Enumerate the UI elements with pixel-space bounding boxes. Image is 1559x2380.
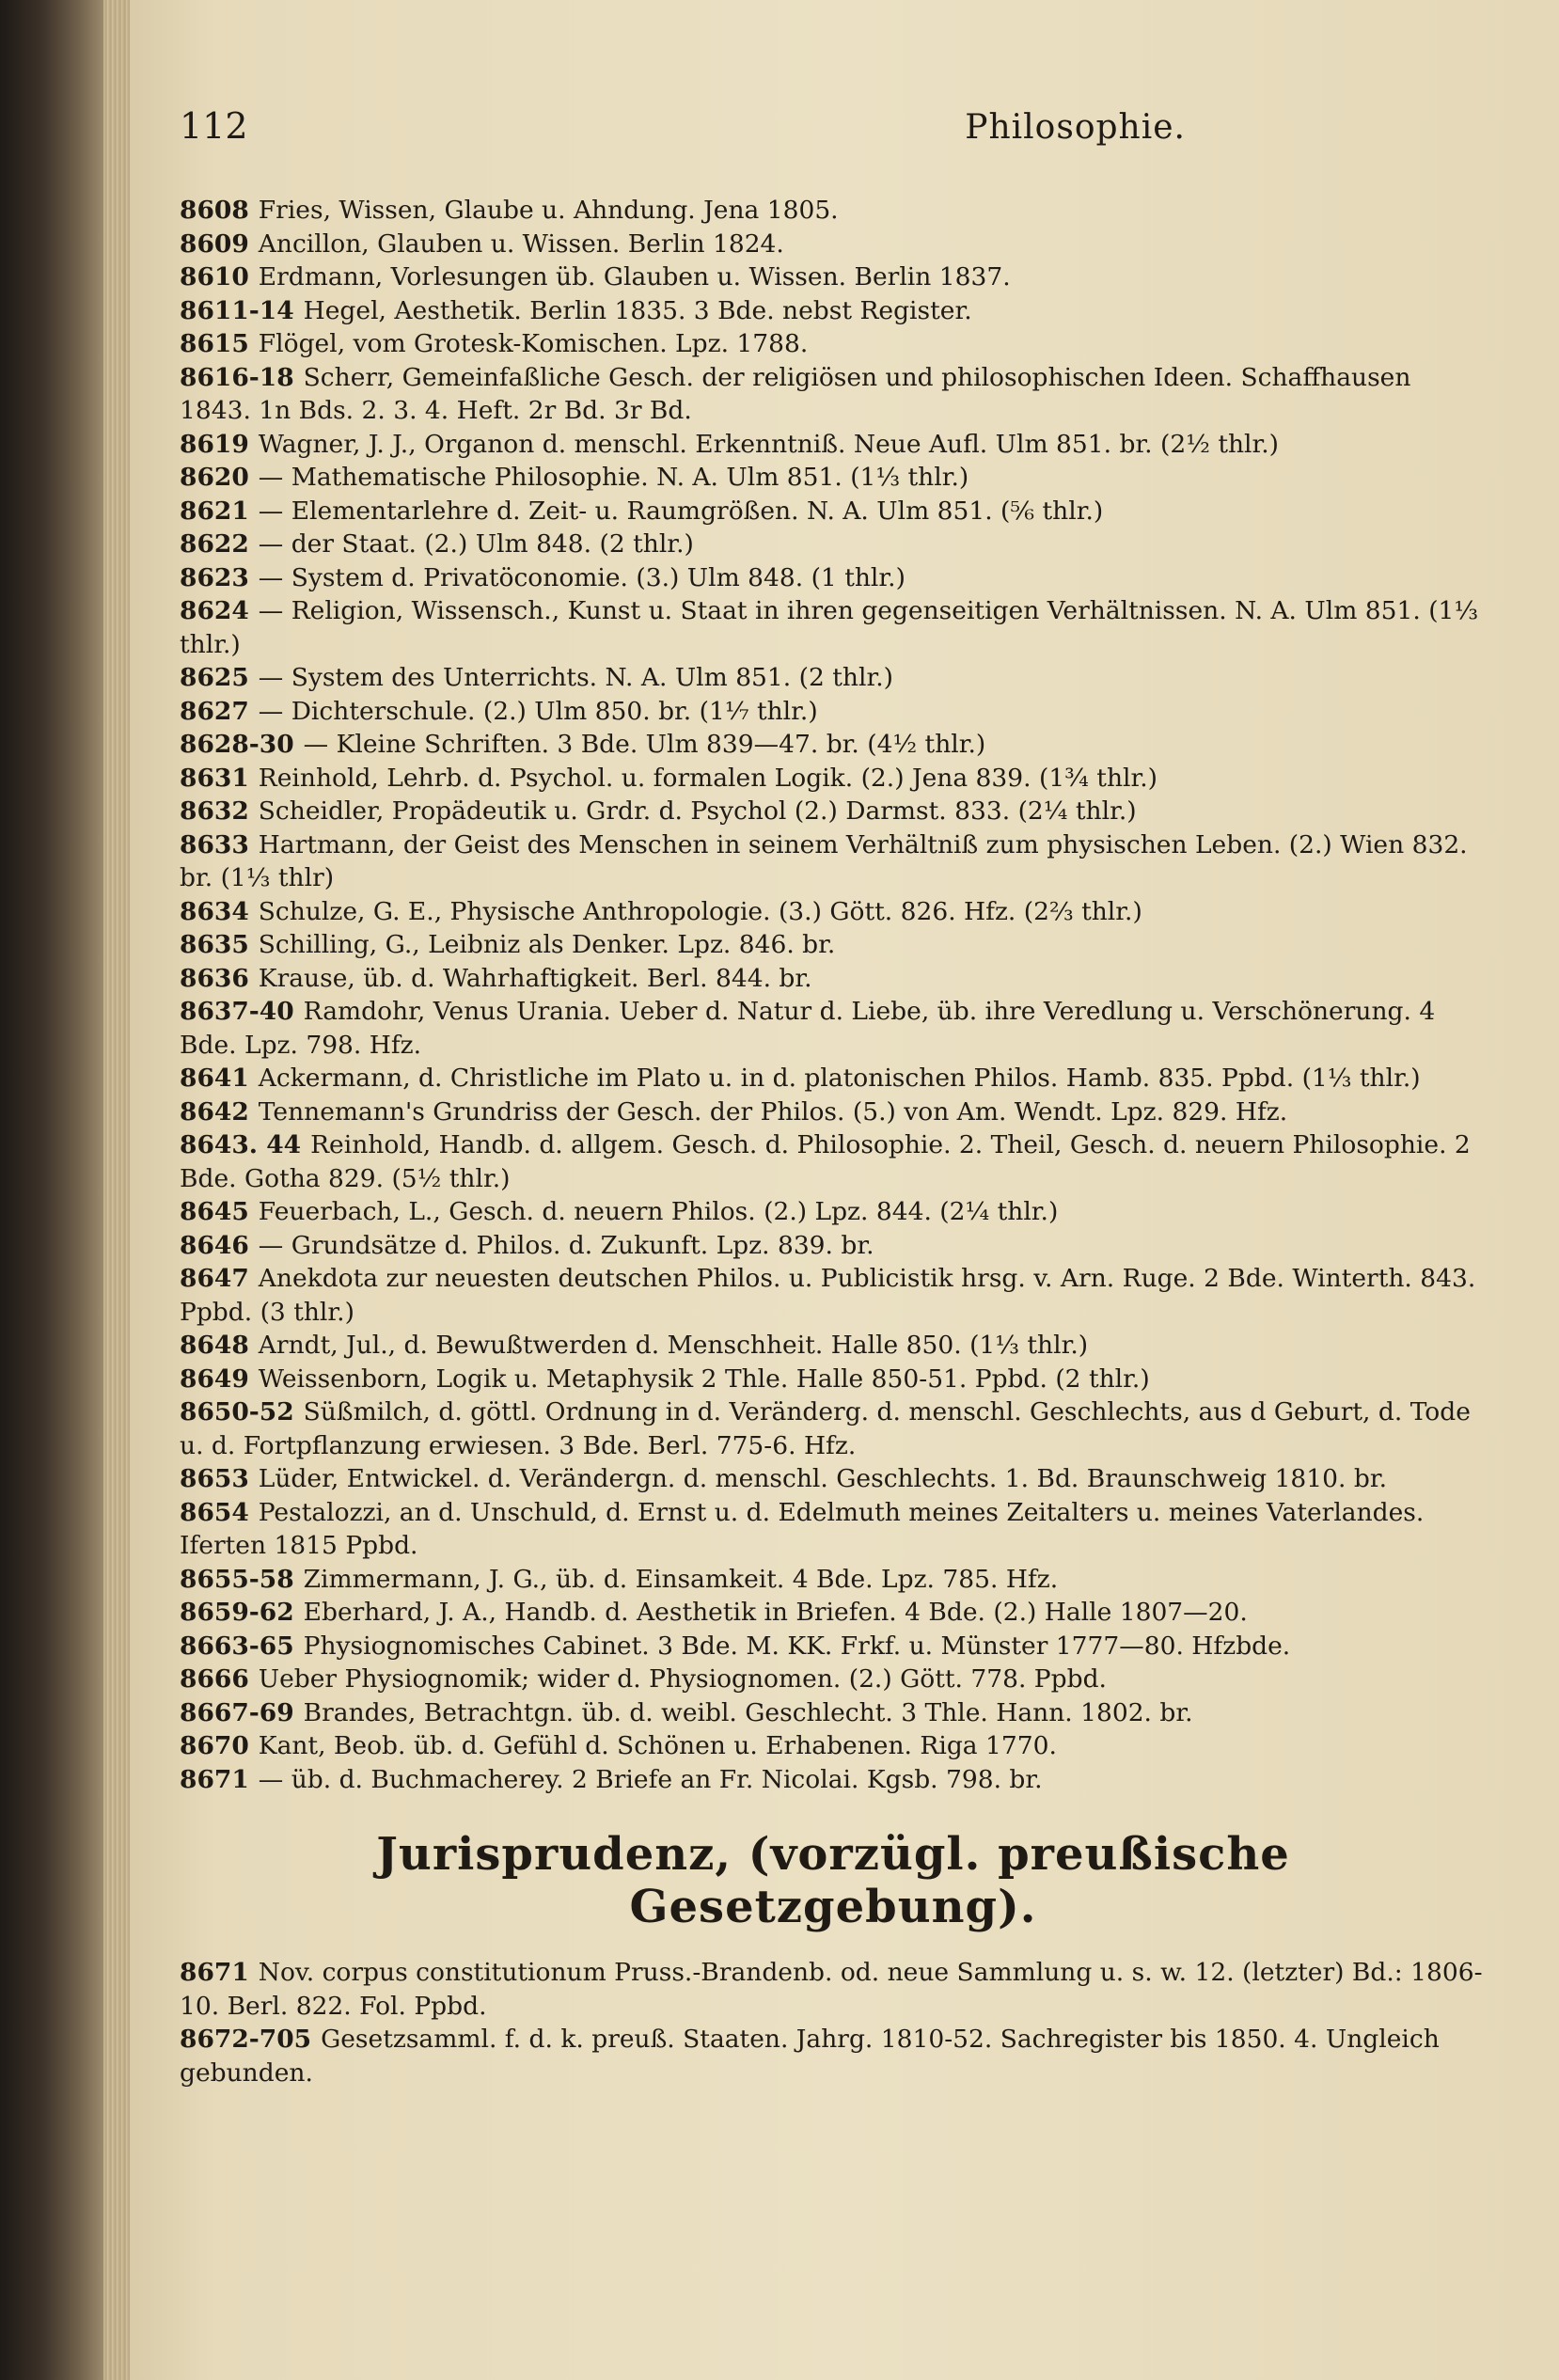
catalog-entry <box>180 2023 1487 2089</box>
entry-number: 8645 <box>180 1197 249 1226</box>
entry-number: 8636 <box>180 963 249 993</box>
entry-text: Lüder, Entwickel. d. Verändergn. d. menschl. Geschlechts. 1. Bd. Braunschweig 1810. br. <box>258 1464 1388 1493</box>
catalog-entry <box>180 1763 1487 1797</box>
entry-number: 8620 <box>180 463 249 492</box>
catalog-entry <box>180 1462 1487 1496</box>
catalog-entry <box>180 361 1487 428</box>
entry-text: Erdmann, Vorlesungen üb. Glauben u. Wissen. Berlin 1837. <box>258 262 1011 292</box>
entry-text: Kant, Beob. üb. d. Gefühl d. Schönen u. Erhabenen. Riga 1770. <box>258 1731 1057 1760</box>
entry-text: Weissenborn, Logik u. Metaphysik 2 Thle. Halle 850-51. Ppbd. (2 thlr.) <box>258 1363 1150 1394</box>
entry-number: 8642 <box>180 1096 249 1127</box>
entry-number: 8631 <box>180 763 249 793</box>
catalog-entry <box>180 1229 1487 1263</box>
entry-number: 8649 <box>180 1363 249 1394</box>
entry-text: Ramdohr, Venus Urania. Ueber d. Natur d. Liebe, üb. ihre Veredlung u. Verschönerung. 4 Bde. Lpz. 798. Hfz. <box>180 997 1436 1060</box>
entry-number: 8622 <box>180 529 249 559</box>
catalog-entry <box>180 1062 1487 1095</box>
entry-text: Pestalozzi, an d. Unschuld, d. Ernst u. d. Edelmuth meines Zeitalters u. meines Vaterlandes. Iferten 1815 Ppbd. <box>180 1497 1425 1560</box>
entry-number: 8621 <box>180 496 249 526</box>
entry-number: 8641 <box>180 1064 249 1093</box>
catalog-entry <box>180 1329 1487 1363</box>
page-number: 112 <box>180 105 248 147</box>
entry-number: 8670 <box>180 1731 249 1760</box>
running-title: Philosophie. <box>965 108 1186 147</box>
catalog-entry <box>180 1696 1487 1730</box>
entry-number: 8632 <box>180 796 249 826</box>
catalog-entry <box>180 1596 1487 1630</box>
entry-number: 8624 <box>180 596 249 625</box>
entry-text: Hegel, Aesthetik. Berlin 1835. 3 Bde. nebst Register. <box>303 295 972 325</box>
catalog-entry <box>180 1395 1487 1462</box>
entry-text: Schulze, G. E., Physische Anthropologie. (3.) Gött. 826. Hfz. (2⅔ thlr.) <box>258 896 1142 926</box>
entry-text: Scheidler, Propädeutik u. Grdr. d. Psychol (2.) Darmst. 833. (2¼ thlr.) <box>258 796 1137 826</box>
catalog-entry <box>180 1496 1487 1563</box>
catalog-entry <box>180 1956 1487 2023</box>
entry-number: 8671 <box>180 1958 249 1987</box>
entry-text: — System d. Privatöconomie. (3.) Ulm 848. (1 thlr.) <box>258 562 905 592</box>
entry-text: Reinhold, Handb. d. allgem. Gesch. d. Philosophie. 2. Theil, Gesch. d. neuern Philosophie. 2 Bde. Gotha 829. (5½ thlr.) <box>180 1130 1471 1193</box>
catalog-entry <box>180 1262 1487 1329</box>
entry-number: 8646 <box>180 1230 249 1260</box>
catalog-entry <box>180 962 1487 996</box>
entry-number: 8635 <box>180 930 249 959</box>
entry-text: — Dichterschule. (2.) Ulm 850. br. (1⅐ thlr.) <box>258 696 818 726</box>
entry-text: Hartmann, der Geist des Menschen in seinem Verhältniß zum physischen Leben. (2.) Wien 832. br. (1⅓ thlr) <box>180 829 1468 892</box>
entry-number: 8615 <box>180 329 249 358</box>
catalog-entry <box>180 762 1487 796</box>
entry-number: 8616-18 <box>180 362 294 392</box>
catalog-entry <box>180 1195 1487 1229</box>
entry-number: 8654 <box>180 1497 249 1527</box>
entry-number: 8627 <box>180 696 249 726</box>
entry-text: Feuerbach, L., Gesch. d. neuern Philos. (2.) Lpz. 844. (2¼ thlr.) <box>258 1197 1059 1226</box>
catalog-entry <box>180 461 1487 495</box>
entry-text: — Mathematische Philosophie. N. A. Ulm 851. (1⅓ thlr.) <box>258 463 969 492</box>
entry-text: — System des Unterrichts. N. A. Ulm 851. (2 thlr.) <box>258 663 893 692</box>
entry-text: — Kleine Schriften. 3 Bde. Ulm 839—47. br. (4½ thlr.) <box>303 730 986 759</box>
entry-text: Nov. corpus constitutionum Pruss.-Brandenb. od. neue Sammlung u. s. w. 12. (letzter) Bd.: 1806-10. Berl. 822. Fol. Ppbd. <box>180 1958 1483 2021</box>
entry-number: 8619 <box>180 429 249 459</box>
catalog-entry <box>180 495 1487 528</box>
entry-text: Krause, üb. d. Wahrhaftigkeit. Berl. 844. br. <box>258 963 812 993</box>
catalog-entry <box>180 428 1487 462</box>
catalog-entry <box>180 828 1487 895</box>
catalog-entry <box>180 228 1487 261</box>
entry-number: 8628-30 <box>180 730 294 759</box>
catalog-entry <box>180 528 1487 561</box>
entry-number: 8633 <box>180 829 249 859</box>
entry-text: — üb. d. Buchmacherey. 2 Briefe an Fr. Nicolai. Kgsb. 798. br. <box>258 1764 1043 1794</box>
entry-number: 8667-69 <box>180 1697 294 1727</box>
entry-text: Scherr, Gemeinfaßliche Gesch. der religiösen und philosophischen Ideen. Schaffhausen 1843. 1n Bds. 2. 3. 4. Heft. 2r Bd. 3r Bd. <box>180 362 1411 425</box>
entry-text: — Grundsätze d. Philos. d. Zukunft. Lpz. 839. br. <box>258 1230 874 1260</box>
entry-text: — Religion, Wissensch., Kunst u. Staat in ihren gegenseitigen Verhältnissen. N. A. Ulm 851. (1⅓ thlr.) <box>180 596 1479 659</box>
entry-text: Anekdota zur neuesten deutschen Philos. u. Publicistik hrsg. v. Arn. Ruge. 2 Bde. Winterth. 843. Ppbd. (3 thlr.) <box>180 1264 1476 1327</box>
catalog-entry <box>180 1563 1487 1597</box>
entry-number: 8650-52 <box>180 1397 294 1426</box>
page-header <box>180 105 1487 171</box>
catalog-entry <box>180 1128 1487 1195</box>
entry-text: Zimmermann, J. G., üb. d. Einsamkeit. 4 Bde. Lpz. 785. Hfz. <box>303 1564 1059 1594</box>
entry-text: Ancillon, Glauben u. Wissen. Berlin 1824. <box>258 229 784 259</box>
entry-text: — der Staat. (2.) Ulm 848. (2 thlr.) <box>258 529 694 559</box>
entry-number: 8643. 44 <box>180 1130 302 1159</box>
catalog-entry <box>180 661 1487 695</box>
book-binding <box>0 0 103 2380</box>
catalog-entry <box>180 895 1487 929</box>
entry-text: Brandes, Betrachtgn. üb. d. weibl. Geschlecht. 3 Thle. Hann. 1802. br. <box>303 1697 1193 1727</box>
catalog-entry <box>180 928 1487 962</box>
section-heading: Jurisprudenz, (vorzügl. preußische Gesetzgebung). <box>376 1828 1290 1933</box>
entry-text: Süßmilch, d. göttl. Ordnung in d. Veränderg. d. menschl. Geschlechts, aus d Geburt, d. Tode u. d. Fortpflanzung erwiesen. 3 Bde. Berl. 775-6. Hfz. <box>180 1397 1471 1460</box>
entry-number: 8609 <box>180 229 249 259</box>
entry-text: Tennemann's Grundriss der Gesch. der Philos. (5.) von Am. Wendt. Lpz. 829. Hfz. <box>258 1096 1288 1127</box>
entry-number: 8637-40 <box>180 997 294 1026</box>
catalog-entry <box>180 995 1487 1062</box>
entry-number: 8655-58 <box>180 1564 294 1594</box>
catalog-entries <box>180 194 1487 1796</box>
entry-number: 8610 <box>180 262 249 292</box>
entry-number: 8608 <box>180 196 249 225</box>
entry-text: Gesetzsamml. f. d. k. preuß. Staaten. Jahrg. 1810-52. Sachregister bis 1850. 4. Ungleich gebunden. <box>180 2025 1440 2088</box>
entry-number: 8671 <box>180 1764 249 1794</box>
entry-number: 8663-65 <box>180 1631 294 1661</box>
catalog-entry <box>180 294 1487 328</box>
catalog-entry <box>180 1095 1487 1129</box>
entry-text: Flögel, vom Grotesk-Komischen. Lpz. 1788. <box>258 329 809 358</box>
entry-text: Reinhold, Lehrb. d. Psychol. u. formalen Logik. (2.) Jena 839. (1¾ thlr.) <box>258 763 1158 793</box>
entry-number: 8648 <box>180 1331 249 1360</box>
entry-number: 8623 <box>180 562 249 592</box>
entry-text: Schilling, G., Leibniz als Denker. Lpz. 846. br. <box>258 930 836 959</box>
entry-number: 8659-62 <box>180 1598 294 1627</box>
catalog-entry <box>180 327 1487 361</box>
catalog-entry <box>180 194 1487 228</box>
catalog-entry <box>180 260 1487 294</box>
catalog-entry <box>180 561 1487 595</box>
catalog-entry <box>180 728 1487 762</box>
entry-number: 8625 <box>180 663 249 692</box>
entry-text: Eberhard, J. A., Handb. d. Aesthetik in Briefen. 4 Bde. (2.) Halle 1807—20. <box>303 1598 1248 1627</box>
entry-number: 8666 <box>180 1664 249 1694</box>
catalog-entry <box>180 1363 1487 1396</box>
catalog-entry <box>180 695 1487 729</box>
entry-text: Wagner, J. J., Organon d. menschl. Erkenntniß. Neue Aufl. Ulm 851. br. (2½ thlr.) <box>258 429 1280 459</box>
entry-number: 8647 <box>180 1264 249 1293</box>
entry-number: 8672-705 <box>180 2025 312 2054</box>
page-content <box>180 105 1487 2089</box>
entry-text: Fries, Wissen, Glaube u. Ahndung. Jena 1805. <box>258 196 839 225</box>
entry-text: Ueber Physiognomik; wider d. Physiognomen. (2.) Gött. 778. Ppbd. <box>258 1664 1107 1694</box>
entry-text: Physiognomisches Cabinet. 3 Bde. M. KK. Frkf. u. Münster 1777—80. Hfzbde. <box>303 1631 1291 1661</box>
catalog-entry <box>180 1663 1487 1696</box>
entry-text: Ackermann, d. Christliche im Plato u. in d. platonischen Philos. Hamb. 835. Ppbd. (1⅓ thlr.) <box>258 1064 1421 1093</box>
catalog-entry <box>180 1630 1487 1663</box>
page-edges <box>103 0 130 2380</box>
catalog-entry <box>180 795 1487 828</box>
catalog-entry <box>180 594 1487 661</box>
entry-number: 8653 <box>180 1464 249 1493</box>
catalog-entry <box>180 1729 1487 1763</box>
entry-number: 8634 <box>180 896 249 926</box>
entry-text: Arndt, Jul., d. Bewußtwerden d. Menschheit. Halle 850. (1⅓ thlr.) <box>258 1331 1089 1360</box>
entry-number: 8611-14 <box>180 295 294 325</box>
catalog-entries-jurisprudence <box>180 1956 1487 2089</box>
entry-text: — Elementarlehre d. Zeit- u. Raumgrößen. N. A. Ulm 851. (⅚ thlr.) <box>258 496 1104 526</box>
